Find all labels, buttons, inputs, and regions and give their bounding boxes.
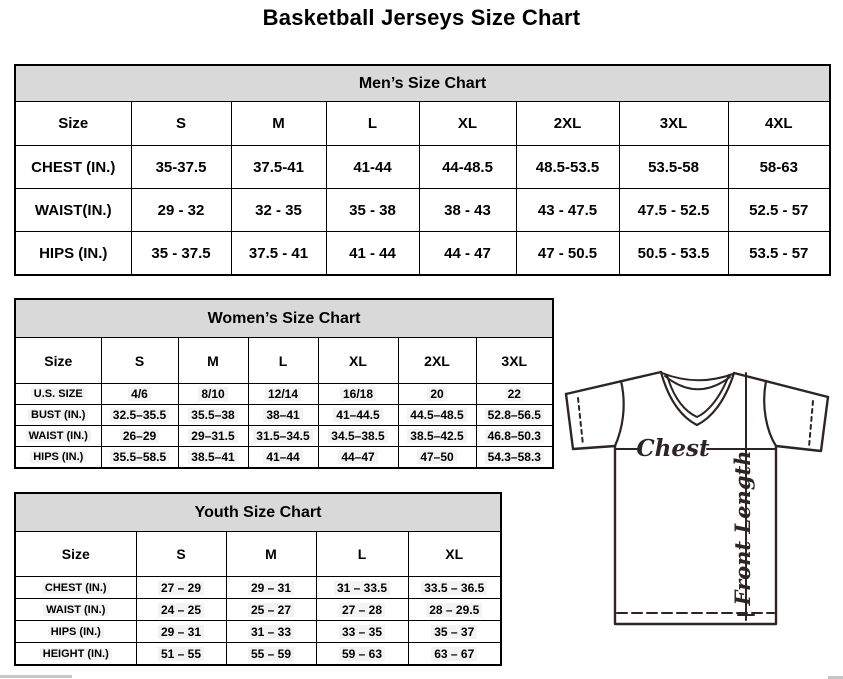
table-header-row <box>15 102 830 146</box>
mens-size-table <box>14 64 831 276</box>
size-value: 33 – 35 <box>316 621 408 643</box>
table-row <box>15 447 553 469</box>
size-value: 29 - 32 <box>131 189 231 232</box>
row-label: CHEST (IN.) <box>15 146 131 189</box>
table-caption-row <box>15 299 553 338</box>
table-row <box>15 146 830 189</box>
size-value: 35 - 37.5 <box>131 232 231 276</box>
column-header: Size <box>15 102 131 146</box>
size-value: 29 – 31 <box>226 577 316 599</box>
size-value: 35.5–58.5 <box>101 447 178 469</box>
size-value: 12/14 <box>248 384 318 405</box>
column-header: M <box>231 102 326 146</box>
size-value: 16/18 <box>318 384 398 405</box>
jersey-cuff-stitch-left <box>578 398 583 445</box>
size-value: 46.8–50.3 <box>476 426 553 447</box>
size-value: 44–47 <box>318 447 398 469</box>
size-value: 31.5–34.5 <box>248 426 318 447</box>
womens-size-table <box>14 298 554 469</box>
chest-label: Chest <box>636 435 710 462</box>
row-label: WAIST(IN.) <box>15 189 131 232</box>
table-row <box>15 405 553 426</box>
size-value: 41-44 <box>326 146 419 189</box>
size-value: 27 – 28 <box>316 599 408 621</box>
table-row <box>15 621 501 643</box>
size-value: 41–44.5 <box>318 405 398 426</box>
youth-chart-title: Youth Size Chart <box>15 493 501 532</box>
size-value: 33.5 – 36.5 <box>408 577 501 599</box>
table-caption-row <box>15 493 501 532</box>
column-header: M <box>178 338 248 384</box>
size-value: 37.5-41 <box>231 146 326 189</box>
size-value: 50.5 - 53.5 <box>619 232 728 276</box>
size-value: 35 – 37 <box>408 621 501 643</box>
column-header: 2XL <box>398 338 476 384</box>
size-value: 53.5-58 <box>619 146 728 189</box>
jersey-armhole-left <box>615 381 624 446</box>
size-value: 55 – 59 <box>226 643 316 666</box>
size-value: 53.5 - 57 <box>728 232 830 276</box>
table-caption-row <box>15 65 830 102</box>
size-value: 31 – 33.5 <box>316 577 408 599</box>
youth-size-table <box>14 492 502 666</box>
size-value: 38.5–41 <box>178 447 248 469</box>
column-header: 3XL <box>476 338 553 384</box>
size-value: 48.5-53.5 <box>516 146 619 189</box>
size-value: 63 – 67 <box>408 643 501 666</box>
column-header: S <box>131 102 231 146</box>
column-header: XL <box>318 338 398 384</box>
row-label: WAIST (IN.) <box>15 426 101 447</box>
column-header: L <box>316 532 408 577</box>
size-value: 37.5 - 41 <box>231 232 326 276</box>
column-header: S <box>136 532 226 577</box>
size-value: 20 <box>398 384 476 405</box>
column-header: Size <box>15 532 136 577</box>
size-value: 47–50 <box>398 447 476 469</box>
size-value: 22 <box>476 384 553 405</box>
size-value: 31 – 33 <box>226 621 316 643</box>
jersey-diagram <box>551 352 841 637</box>
size-value: 27 – 29 <box>136 577 226 599</box>
size-value: 51 – 55 <box>136 643 226 666</box>
size-value: 35-37.5 <box>131 146 231 189</box>
mens-chart-title: Men’s Size Chart <box>15 65 830 102</box>
size-value: 54.3–58.3 <box>476 447 553 469</box>
table-header-row <box>15 532 501 577</box>
row-label: HEIGHT (IN.) <box>15 643 136 666</box>
row-label: BUST (IN.) <box>15 405 101 426</box>
column-header: L <box>326 102 419 146</box>
table-row <box>15 232 830 276</box>
size-value: 41 - 44 <box>326 232 419 276</box>
jersey-collar-inner <box>667 375 729 417</box>
size-value: 4/6 <box>101 384 178 405</box>
jersey-cuff-stitch-right <box>809 401 813 447</box>
size-value: 52.5 - 57 <box>728 189 830 232</box>
size-value: 32 - 35 <box>231 189 326 232</box>
column-header: S <box>101 338 178 384</box>
column-header: XL <box>419 102 516 146</box>
table-row <box>15 384 553 405</box>
size-value: 26–29 <box>101 426 178 447</box>
size-value: 47 - 50.5 <box>516 232 619 276</box>
size-value: 24 – 25 <box>136 599 226 621</box>
column-header: Size <box>15 338 101 384</box>
size-value: 44 - 47 <box>419 232 516 276</box>
column-header: M <box>226 532 316 577</box>
size-value: 44.5–48.5 <box>398 405 476 426</box>
size-value: 35 - 38 <box>326 189 419 232</box>
womens-chart-title: Women’s Size Chart <box>15 299 553 338</box>
jersey-outline <box>566 372 661 394</box>
table-header-row <box>15 338 553 384</box>
size-value: 44-48.5 <box>419 146 516 189</box>
size-value: 28 – 29.5 <box>408 599 501 621</box>
table-row <box>15 426 553 447</box>
size-value: 52.8–56.5 <box>476 405 553 426</box>
page-title: Basketball Jerseys Size Chart <box>262 5 581 30</box>
column-header: L <box>248 338 318 384</box>
front-length-label: Front Length <box>730 450 755 606</box>
row-label: HIPS (IN.) <box>15 232 131 276</box>
table-row <box>15 599 501 621</box>
table-row <box>15 189 830 232</box>
scrollbar-fragment-left[interactable] <box>0 675 72 678</box>
size-value: 8/10 <box>178 384 248 405</box>
jersey-collar-back-top <box>662 373 733 380</box>
size-value: 43 - 47.5 <box>516 189 619 232</box>
size-value: 29–31.5 <box>178 426 248 447</box>
size-value: 35.5–38 <box>178 405 248 426</box>
size-value: 59 – 63 <box>316 643 408 666</box>
size-value: 25 – 27 <box>226 599 316 621</box>
column-header: 3XL <box>619 102 728 146</box>
jersey-outline <box>734 373 828 397</box>
row-label: HIPS (IN.) <box>15 447 101 469</box>
size-value: 38–41 <box>248 405 318 426</box>
column-header: XL <box>408 532 501 577</box>
table-row <box>15 643 501 666</box>
row-label: CHEST (IN.) <box>15 577 136 599</box>
jersey-sleeve-left <box>566 394 615 449</box>
size-value: 34.5–38.5 <box>318 426 398 447</box>
size-value: 41–44 <box>248 447 318 469</box>
size-value: 47.5 - 52.5 <box>619 189 728 232</box>
size-value: 29 – 31 <box>136 621 226 643</box>
column-header: 2XL <box>516 102 619 146</box>
jersey-armhole-right <box>764 381 776 446</box>
column-header: 4XL <box>728 102 830 146</box>
size-value: 38 - 43 <box>419 189 516 232</box>
row-label: WAIST (IN.) <box>15 599 136 621</box>
jersey-sleeve-right <box>776 397 828 451</box>
size-value: 38.5–42.5 <box>398 426 476 447</box>
size-value: 32.5–35.5 <box>101 405 178 426</box>
row-label: U.S. SIZE <box>15 384 101 405</box>
table-row <box>15 577 501 599</box>
row-label: HIPS (IN.) <box>15 621 136 643</box>
size-value: 58-63 <box>728 146 830 189</box>
